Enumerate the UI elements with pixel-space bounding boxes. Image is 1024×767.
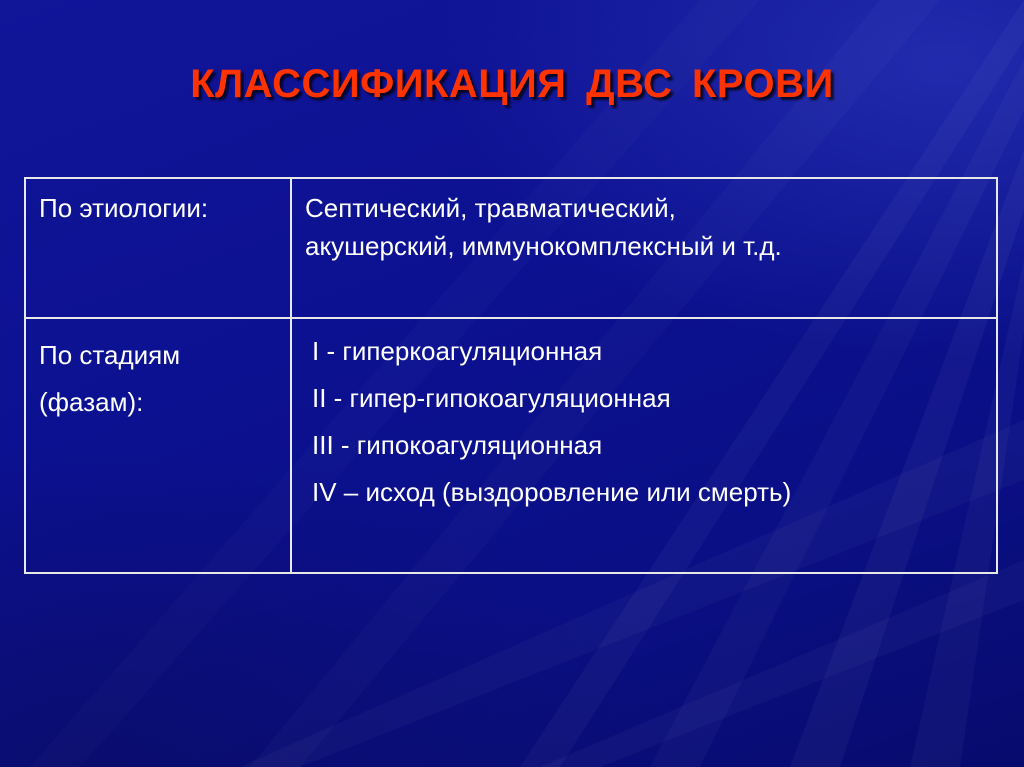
etiology-line: акушерский, иммунокомплексный и т.д. [305,231,782,261]
table-row [25,318,997,573]
stage-item: I - гиперкоагуляционная [312,336,603,366]
criterion-label: (фазам): [39,387,144,417]
criterion-cell [25,178,291,318]
stage-item: III - гипокоагуляционная [312,430,603,460]
criterion-label: По стадиям [39,340,181,370]
slide-title: КЛАССИФИКАЦИЯ ДВС КРОВИ [190,62,834,106]
values-cell [291,178,997,318]
stage-item: II - гипер-гипокоагуляционная [312,383,671,413]
values-cell [291,318,997,573]
criterion-label: По этиологии: [39,193,209,223]
etiology-line: Септический, травматический, [305,193,676,223]
criterion-cell [25,318,291,573]
stage-item: IV – исход (выздоровление или смерть) [312,477,792,507]
classification-table [24,177,998,574]
table-row [25,178,997,318]
